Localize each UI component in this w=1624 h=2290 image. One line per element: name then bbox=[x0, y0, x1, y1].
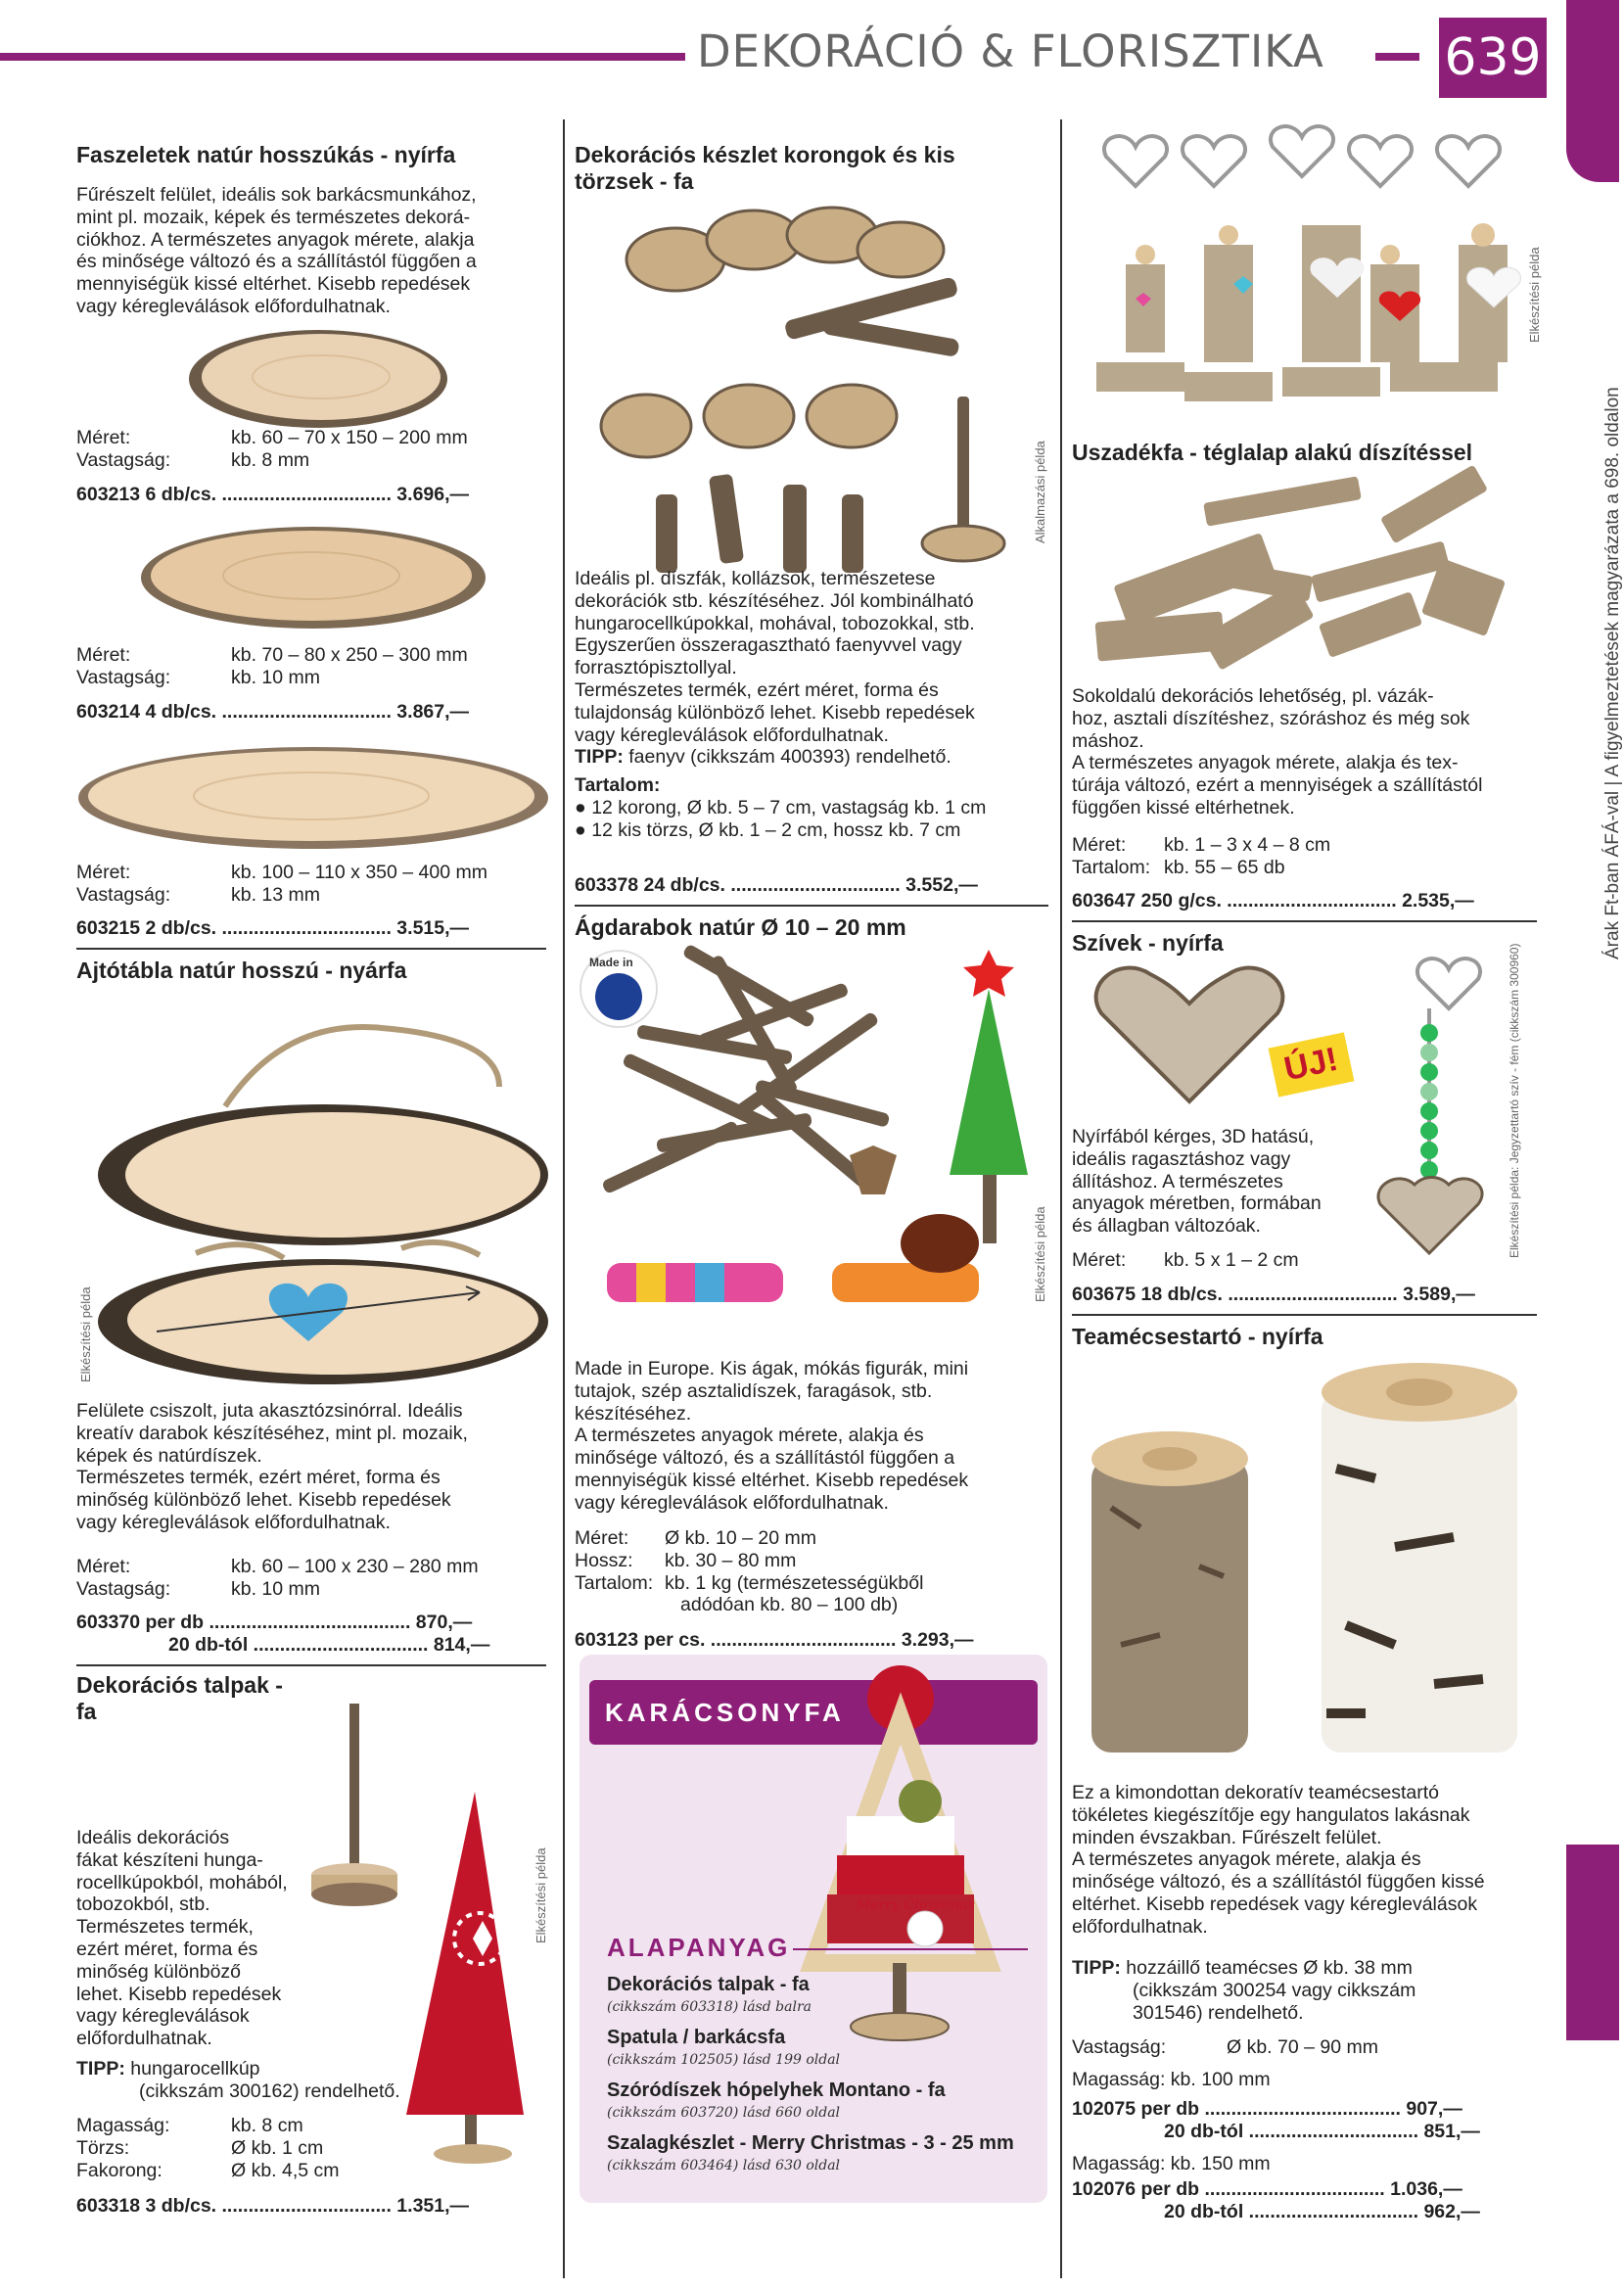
tip-text: TIPP: hungarocellkúp (cikkszám 300162) rendelhető. bbox=[76, 2058, 400, 2102]
example-note: Elkészítési példa bbox=[78, 1286, 93, 1382]
product-title: Dekorációs készlet korongok és kis törzsek - fa bbox=[575, 142, 955, 194]
section-tab bbox=[1566, 0, 1619, 182]
driftwood-figures-image bbox=[1077, 127, 1517, 411]
product-description: Nyírfából kérges, 3D hatású, ideális ragasztáshoz vagy állításhoz. A természetes anyagok méretben, formában és állagban változóak. bbox=[1072, 1126, 1322, 1238]
price-notice: Árak Ft-ban ÁFÁ-val | A figyelmeztetések magyarázata a 698. oldalon bbox=[1602, 387, 1623, 959]
product-description: Ideális pl. díszfák, kollázsok, természetese dekorációk stb. készítéséhez. Jól kombinálható hungarocellkúpokkal, mohával, tobozokkal, stb. Egyszerűen összeragasztható faenyvvel vagy forrasztópisztollyal. Természetes termék, ezért méret, forma és tulajdonság különböző lehet. Kisebb repedések vagy kéregleválások előfordulhatnak. TIPP: faenyv (cikkszám 400393) rendelhető. Tartalom: ● 12 korong, Ø kb. 5 – 7 cm, vastagság kb. 1 cm ● 12 kis törzs, Ø kb. 1 – 2 cm, hossz kb. 7 cm bbox=[575, 568, 987, 841]
wood-slice-image bbox=[186, 325, 450, 433]
price-line: 20 db-tól ................................ 851,— bbox=[1164, 2121, 1480, 2142]
price-line: 603370 per db ...................................... 870,— bbox=[76, 1612, 473, 1633]
spec-size: Méret: kb. 100 – 110 x 350 – 400 mm bbox=[76, 862, 487, 883]
product-description: Felülete csiszolt, juta akasztózsinórral. Ideális kreatív darabok készítéséhez, mint pl. mozaik, képek és natúrdíszek. Természetes termék, ezért méret, forma és minőség különböző lehet. Kisebb repedések vagy kéregleválások előfordulhatnak. bbox=[76, 1400, 468, 1533]
door-sign-image bbox=[88, 999, 548, 1380]
memo-holder-image bbox=[1370, 940, 1498, 1273]
column-divider bbox=[1060, 119, 1062, 2278]
spec-thickness: Vastagság: kb. 8 mm bbox=[76, 449, 310, 471]
wood-discs-image bbox=[587, 191, 1038, 573]
example-note: Elkészítési példa: Jegyzettartó szív - fém (cikkszám 300960) bbox=[1508, 943, 1521, 1258]
material-ref: (cikkszám 603318) lásd balra bbox=[607, 1999, 812, 2015]
example-note: Alkalmazási példa bbox=[1033, 441, 1047, 543]
birch-heart-image bbox=[1091, 964, 1287, 1111]
material-ref: (cikkszám 603464) lásd 630 oldal bbox=[607, 2158, 841, 2173]
driftwood-pieces-image bbox=[1077, 470, 1517, 666]
spec-height: Magasság: kb. 100 mm bbox=[1072, 2069, 1271, 2090]
spec-thickness: Vastagság: kb. 10 mm bbox=[76, 667, 321, 688]
product-title: Szívek - nyírfa bbox=[1072, 930, 1224, 956]
spec-size: Méret: kb. 60 – 100 x 230 – 280 mm bbox=[76, 1556, 479, 1577]
example-note: Elkészítési példa bbox=[1527, 247, 1542, 343]
spec-thickness: Vastagság: kb. 10 mm bbox=[76, 1578, 321, 1600]
material-item: Spatula / barkácsfa bbox=[607, 2027, 786, 2048]
spec-size: Méret: kb. 5 x 1 – 2 cm bbox=[1072, 1249, 1299, 1271]
material-item: Szalagkészlet - Merry Christmas - 3 - 25 mm bbox=[607, 2132, 1014, 2154]
product-title: Teamécsestartó - nyírfa bbox=[1072, 1324, 1323, 1349]
product-description: Made in Europe. Kis ágak, mókás figurák, mini tutajok, szép asztalidíszek, faragások, stb. készítéséhez. A természetes anyagok mérete, alakja és minősége változó, és a szállítástól függően a mennyiségük kissé eltérhet. Kisebb repedések vagy kéregleválások előfordulhatnak. bbox=[575, 1358, 969, 1514]
material-item: Szóródíszek hópelyhek Montano - fa bbox=[607, 2080, 946, 2101]
spec-list: Méret: kb. 1 – 3 x 4 – 8 cm Tartalom: kb. 55 – 65 db bbox=[1072, 834, 1331, 878]
christmas-tree-header: KARÁCSONYFA bbox=[589, 1680, 1038, 1745]
example-note: Elkészítési példa bbox=[534, 1847, 548, 1943]
product-title: Uszadékfa - téglalap alakú díszítéssel bbox=[1072, 440, 1473, 465]
materials-heading: ALAPANYAG bbox=[607, 1933, 791, 1962]
page-title: DEKORÁCIÓ & FLORISZTIKA bbox=[697, 25, 1324, 77]
example-note: Elkészítési példa bbox=[1033, 1206, 1047, 1302]
materials-line bbox=[793, 1948, 1028, 1950]
christmas-tree-image bbox=[773, 1659, 1038, 2061]
section-divider bbox=[575, 905, 1048, 907]
section-divider bbox=[76, 1664, 546, 1666]
product-description: Ideális dekorációs fákat készíteni hunga- rocellkúpokból, mohából, tobozokból, stb. Természetes termék, ezért méret, forma és minőség különböző lehet. Kisebb repedések vagy kéregleválások előfordulhatnak. bbox=[76, 1827, 288, 2050]
price-line: 603214 4 db/cs. ................................ 3.867,— bbox=[76, 701, 470, 723]
spec-size: Méret: kb. 70 – 80 x 250 – 300 mm bbox=[76, 644, 468, 666]
section-tab-bottom bbox=[1566, 1845, 1619, 2040]
price-line: 20 db-tól ................................. 814,— bbox=[168, 1634, 490, 1656]
new-badge: ÚJ! bbox=[1269, 1032, 1355, 1097]
price-line: 603647 250 g/cs. ................................ 2.535,— bbox=[1072, 890, 1474, 911]
section-divider bbox=[1072, 1314, 1537, 1316]
column-divider bbox=[563, 119, 565, 2278]
ribbon-text: Merry Christmas bbox=[857, 1897, 975, 1913]
price-line: 20 db-tól ................................ 962,— bbox=[1164, 2201, 1480, 2222]
spec-list: Magasság: kb. 8 cm Törzs: Ø kb. 1 cm Fakorong: Ø kb. 4,5 cm bbox=[76, 2115, 340, 2181]
product-description: Ez a kimondottan dekoratív teamécsestartó tökéletes kiegészítője egy hangulatos lakásnak minden évszakban. Fűrészelt felület. A természetes anyagok mérete, alakja és minősége változó, és a szállítástól függően kissé eltérhet. Kisebb repedések vagy kéregleválások előfordulhatnak. bbox=[1072, 1782, 1485, 1938]
product-title: Dekorációs talpak - fa bbox=[76, 1672, 283, 1724]
price-line: 603213 6 db/cs. ................................ 3.696,— bbox=[76, 484, 470, 505]
twig-pieces-image bbox=[578, 940, 1047, 1341]
tealight-holder-image bbox=[1082, 1371, 1532, 1762]
product-title: Ágdarabok natúr Ø 10 – 20 mm bbox=[575, 914, 906, 940]
header-line-left bbox=[0, 53, 685, 61]
wood-slice-image bbox=[73, 739, 553, 857]
product-title: Faszeletek natúr hosszúkás - nyírfa bbox=[76, 142, 456, 167]
price-line: 603675 18 db/cs. ................................ 3.589,— bbox=[1072, 1284, 1475, 1305]
header-line-right bbox=[1375, 53, 1419, 61]
product-description: Fűrészelt felület, ideális sok barkácsmunkához, mint pl. mozaik, képek és természetes dekorá- ciókhoz. A természetes anyagok mérete, alakja és minősége változó és a szállítástól függően a mennyiségük kissé eltérhet. Kisebb repedések vagy kéregleválások előfordulhatnak. bbox=[76, 184, 477, 317]
spec-thickness: Vastagság: kb. 13 mm bbox=[76, 884, 321, 906]
price-line: 603215 2 db/cs. ................................ 3.515,— bbox=[76, 917, 470, 939]
product-title: Ajtótábla natúr hosszú - nyárfa bbox=[76, 958, 407, 983]
made-in-eu-badge: Made in bbox=[580, 950, 658, 1028]
spec-thickness: Vastagság: Ø kb. 70 – 90 mm bbox=[1072, 2036, 1378, 2058]
page-number: 639 bbox=[1439, 18, 1547, 98]
material-ref: (cikkszám 603720) lásd 660 oldal bbox=[607, 2105, 841, 2121]
material-ref: (cikkszám 102505) lásd 199 oldal bbox=[607, 2052, 841, 2068]
spec-list: Méret: Ø kb. 10 – 20 mm Hossz: kb. 30 – 80 mm Tartalom: kb. 1 kg (természetességükből adódóan kb. 80 – 100 db) bbox=[575, 1527, 924, 1616]
material-item: Dekorációs talpak - fa bbox=[607, 1974, 810, 1995]
price-line: 102076 per db .................................. 1.036,— bbox=[1072, 2178, 1462, 2200]
section-divider bbox=[1072, 920, 1537, 922]
price-line: 603123 per cs. ................................... 3.293,— bbox=[575, 1629, 974, 1651]
spec-height: Magasság: kb. 150 mm bbox=[1072, 2153, 1271, 2174]
wood-slice-image bbox=[137, 519, 489, 636]
price-line: 603378 24 db/cs. ................................ 3.552,— bbox=[575, 874, 978, 896]
price-line: 102075 per db ..................................... 907,— bbox=[1072, 2098, 1462, 2120]
product-description: Sokoldalú dekorációs lehetőség, pl. vázák- hoz, asztali díszítéshez, szóráshoz és még sok máshoz. A természetes anyagok mérete, alakja és tex- túrája változó, ezért a mennyiségek a szállítástól függően kissé eltérhetnek. bbox=[1072, 685, 1483, 818]
spec-size: Méret: kb. 60 – 70 x 150 – 200 mm bbox=[76, 427, 468, 448]
tip-text: TIPP: hozzáillő teamécses Ø kb. 38 mm (cikkszám 300254 vagy cikkszám 301546) rendelhető. bbox=[1072, 1957, 1416, 2024]
section-divider bbox=[76, 948, 546, 950]
price-line: 603318 3 db/cs. ................................ 1.351,— bbox=[76, 2195, 470, 2217]
